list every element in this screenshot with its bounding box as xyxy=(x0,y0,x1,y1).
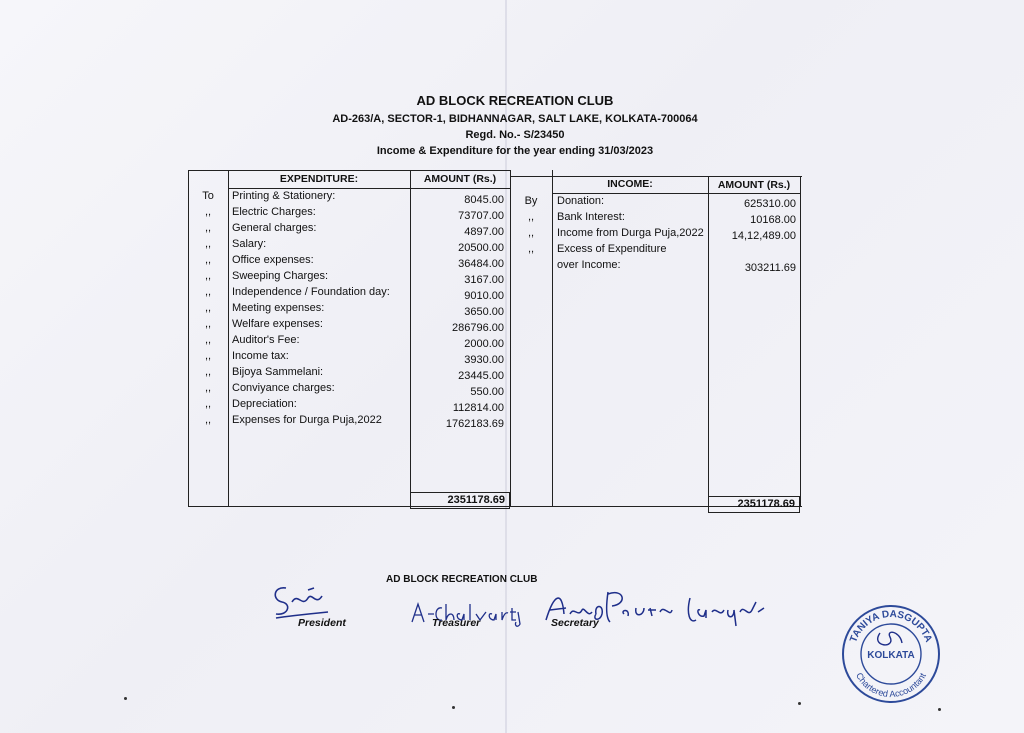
income-label: over Income: xyxy=(557,259,621,271)
expenditure-amount: 3930.00 xyxy=(464,354,504,366)
table-row-prefix: ,, xyxy=(204,302,212,314)
expenditure-amount: 23445.00 xyxy=(458,370,504,382)
table-row-prefix: ,, xyxy=(204,334,212,346)
paper-speck xyxy=(452,706,455,709)
expenditure-label: Welfare expenses: xyxy=(232,318,323,330)
expenditure-amount-header: AMOUNT (Rs.) xyxy=(423,173,497,185)
table-row-prefix: To xyxy=(202,190,214,202)
income-amount: 14,12,489.00 xyxy=(731,230,796,242)
chartered-accountant-stamp xyxy=(840,603,942,705)
expenditure-label: Sweeping Charges: xyxy=(232,270,329,282)
expenditure-label-column xyxy=(232,188,408,428)
expenditure-amount: 8045.00 xyxy=(464,194,504,206)
expenditure-label: General charges: xyxy=(232,222,317,234)
stamp-center-text: KOLKATA xyxy=(867,650,915,661)
president-signature xyxy=(268,578,338,622)
expenditure-label: Printing & Stationery: xyxy=(232,190,336,202)
expenditure-header: EXPENDITURE: xyxy=(279,173,359,185)
table-top-border-right xyxy=(510,176,802,177)
expenditure-amount: 112814.00 xyxy=(452,402,504,414)
table-row-prefix: ,, xyxy=(204,398,212,410)
table-row-prefix: ,, xyxy=(204,254,212,266)
paper-speck xyxy=(798,702,801,705)
table-row-prefix: ,, xyxy=(204,366,212,378)
expenditure-amount: 2000.00 xyxy=(464,338,504,350)
table-row-prefix: ,, xyxy=(204,238,212,250)
income-prefix-column xyxy=(510,193,552,273)
paper-speck xyxy=(124,697,127,700)
expenditure-label: Income tax: xyxy=(232,350,289,362)
income-expenditure-table xyxy=(188,170,802,510)
prefix-divider-right xyxy=(552,170,553,506)
paper-speck xyxy=(938,708,941,711)
table-row-prefix: ,, xyxy=(204,414,212,426)
table-row-prefix xyxy=(510,257,552,273)
table-row-prefix: ,, xyxy=(527,227,535,239)
president-label: President xyxy=(298,617,346,629)
expenditure-prefix-column xyxy=(188,188,228,428)
table-row-prefix: ,, xyxy=(204,222,212,234)
expenditure-label: Bijoya Sammelani: xyxy=(232,366,324,378)
table-row-prefix: ,, xyxy=(204,270,212,282)
table-row-prefix: ,, xyxy=(527,211,535,223)
table-row-prefix: ,, xyxy=(204,286,212,298)
expenditure-label: Depreciation: xyxy=(232,398,297,410)
expenditure-amount: 36484.00 xyxy=(458,258,504,270)
table-row-prefix: ,, xyxy=(204,318,212,330)
expenditure-amount: 286796.00 xyxy=(452,322,504,334)
expenditure-amount: 73707.00 xyxy=(458,210,504,222)
expenditure-label: Office expenses: xyxy=(232,254,314,266)
expenditure-amount: 1762183.69 xyxy=(445,418,504,430)
expenditure-total: 2351178.69 xyxy=(410,492,510,509)
income-total: 2351178.69 xyxy=(708,496,800,513)
income-amount-column xyxy=(708,196,796,276)
club-title: AD BLOCK RECREATION CLUB xyxy=(416,93,614,108)
expenditure-amount: 9010.00 xyxy=(464,290,504,302)
expenditure-amount: 4897.00 xyxy=(464,226,504,238)
income-label: Bank Interest: xyxy=(557,211,625,223)
prefix-divider-left xyxy=(228,170,229,506)
expenditure-amount: 3167.00 xyxy=(464,274,504,286)
table-row-prefix: ,, xyxy=(204,382,212,394)
club-address: AD-263/A, SECTOR-1, BIDHANNAGAR, SALT LAKE, KOLKATA-700064 xyxy=(332,113,698,125)
income-amount: 625310.00 xyxy=(744,198,796,210)
expenditure-label: Salary: xyxy=(232,238,267,250)
expenditure-label: Meeting expenses: xyxy=(232,302,325,314)
income-label: Income from Durga Puja,2022 xyxy=(557,227,704,239)
expenditure-label: Electric Charges: xyxy=(232,206,316,218)
income-amount-header: AMOUNT (Rs.) xyxy=(717,179,791,191)
expenditure-amount: 3650.00 xyxy=(464,306,504,318)
signature-club-name: AD BLOCK RECREATION CLUB xyxy=(386,574,538,585)
expenditure-label: Conviyance charges: xyxy=(232,382,335,394)
stamp-bottom-text: Chartered Accountant xyxy=(854,670,928,700)
table-row-prefix: ,, xyxy=(204,206,212,218)
registration-number: Regd. No.- S/23450 xyxy=(465,129,565,141)
secretary-label: Secretary xyxy=(551,617,599,629)
expenditure-label: Independence / Foundation day: xyxy=(232,286,390,298)
income-amount: 303211.69 xyxy=(744,262,796,274)
expenditure-amount: 550.00 xyxy=(470,386,504,398)
table-row-prefix: By xyxy=(524,195,538,207)
income-amount: 10168.00 xyxy=(750,214,796,226)
statement-period: Income & Expenditure for the year ending 31/03/2023 xyxy=(376,145,654,157)
income-label-column xyxy=(557,193,707,273)
expenditure-amount-column xyxy=(410,192,504,432)
expenditure-label: Auditor's Fee: xyxy=(232,334,300,346)
stamp-top-text: TANIYA DASGUPTA xyxy=(848,608,934,644)
table-right-border xyxy=(800,176,801,506)
treasurer-label: Treasurer xyxy=(432,617,481,629)
income-header: INCOME: xyxy=(607,178,653,190)
table-top-border-left xyxy=(188,170,510,171)
table-row-prefix: ,, xyxy=(527,243,535,255)
table-row-prefix: ,, xyxy=(204,350,212,362)
expenditure-label: Expenses for Durga Puja,2022 xyxy=(232,414,382,426)
income-label: Excess of Expenditure xyxy=(557,243,667,255)
income-amount xyxy=(708,244,796,260)
income-label: Donation: xyxy=(557,195,605,207)
expenditure-amount: 20500.00 xyxy=(458,242,504,254)
